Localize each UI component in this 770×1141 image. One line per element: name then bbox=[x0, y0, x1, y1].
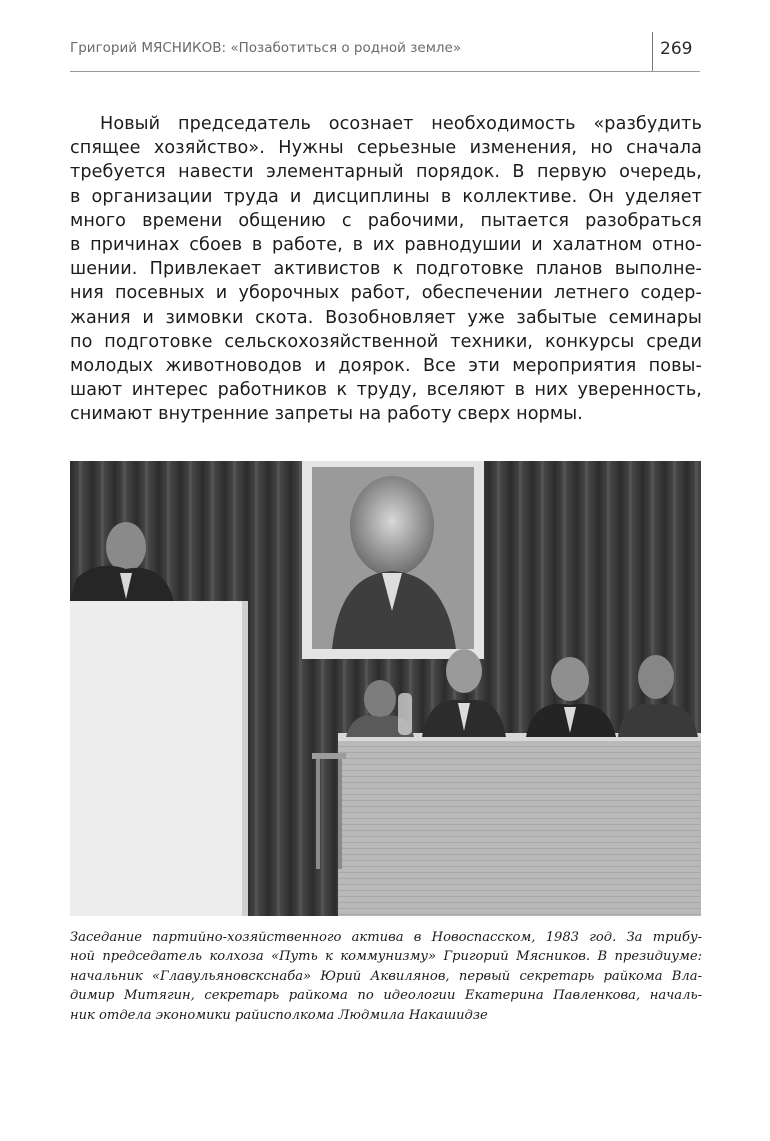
body-line: спящее хозяйство». Нужны серьезные изменения, но сначала bbox=[70, 138, 702, 159]
presidium-table bbox=[338, 737, 701, 916]
caption-line: ной председатель колхоза «Путь к коммунизму» Григорий Мясников. В президиуме: bbox=[70, 949, 702, 965]
body-line: Новый председатель осознает необходимость «разбудить bbox=[100, 114, 702, 134]
header-rule bbox=[70, 71, 700, 72]
rostrum bbox=[70, 601, 248, 916]
body-line: в организации труда и дисциплины в коллективе. Он уделяет bbox=[70, 186, 702, 207]
body-line: ния посевных и уборочных работ, обеспечении летнего содер- bbox=[70, 283, 702, 304]
meeting-photograph bbox=[70, 461, 701, 916]
body-line: молодых животноводов и доярок. Все эти мероприятия повы- bbox=[70, 356, 702, 377]
body-line: шении. Привлекает активистов к подготовке планов выполне- bbox=[70, 259, 702, 280]
body-line: снимают внутренние запреты на работу сверх нормы. bbox=[70, 404, 583, 425]
caption-line: димир Митягин, секретарь райкома по идеологии Екатерина Павленкова, началь- bbox=[70, 988, 702, 1004]
caption-line: начальник «Главульяновскснаба» Юрий Аквилянов, первый секретарь райкома Вла- bbox=[70, 968, 702, 984]
body-line: по подготовке сельскохозяйственной техники, конкурсы среди bbox=[70, 331, 702, 352]
body-paragraph bbox=[70, 112, 702, 427]
body-line: требуется навести элементарный порядок. В первую очередь, bbox=[70, 162, 702, 183]
body-line: в причинах сбоев в работе, в их равнодушии и халатном отно- bbox=[70, 235, 702, 256]
body-line: много времени общению с рабочими, пытается разобраться bbox=[70, 210, 702, 231]
photo-caption bbox=[70, 928, 702, 1025]
running-header: Григорий МЯСНИКОВ: «Позаботиться о родной земле» bbox=[70, 40, 462, 56]
caption-line: Заседание партийно-хозяйственного актива в Новоспасском, 1983 год. За трибу- bbox=[70, 930, 702, 945]
body-line: жания и зимовки скота. Возобновляет уже забытые семинары bbox=[70, 307, 702, 328]
page-number-divider bbox=[652, 32, 653, 72]
speaker-head bbox=[106, 522, 146, 572]
body-line: шают интерес работников к труду, вселяют в них уверенность, bbox=[70, 380, 702, 401]
page-number: 269 bbox=[660, 39, 693, 59]
caption-line: ник отдела экономики райисполкома Людмила Накашидзе bbox=[70, 1007, 488, 1023]
